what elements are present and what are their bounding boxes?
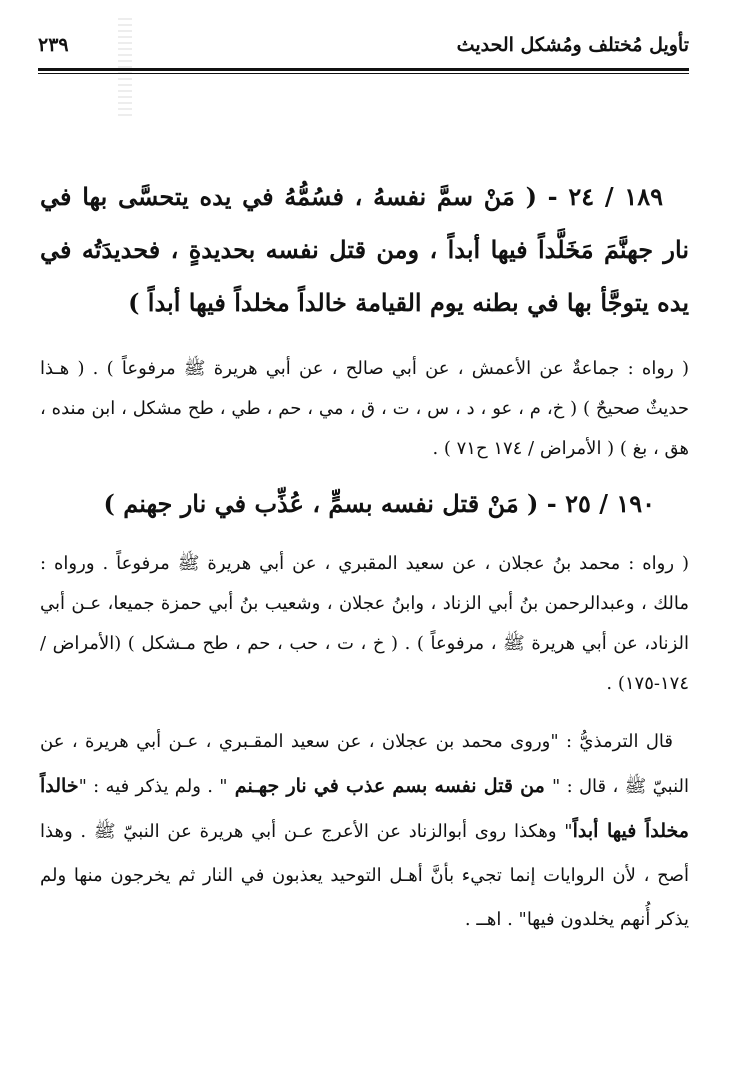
header-title: تأويل مُختلف ومُشكل الحديث xyxy=(456,34,689,56)
note-part-3: " وهكذا روى أبوالزناد عن الأعرج عـن أبي هريرة عن النبيّ ﷺ . وهذا أصح ، لأن الروايات إنما تجيء بأنَّ أهـل التوحيد يعذبون في النار ثم يخرجون منها ولم يذكر أُنهم يخلدون فيها" . اهــ . xyxy=(40,821,689,930)
note-part-1: قال الترمذيُّ : "وروى محمد بن عجلان ، عن سعيد المقـبري ، عـن أبي هريرة ، عن النبيّ ﷺ ، قال : " xyxy=(40,731,689,797)
reference-189: ( رواه : جماعةٌ عن الأعمش ، عن أبي صالح ، عن أبي هريرة ﷺ مرفوعاً ) . ( هـذا حديثٌ صحيحٌ ) ( خ، م ، عو ، د ، س ، ت ، ق ، مي ، حم ، طي ، طح مشكل ، ابن منده ، هق ، بغ ) ( الأمراض / ١٧٤ ح٧١ ) . xyxy=(40,358,689,459)
note-quote-1: من قتل نفسه بسم عذب في نار جهـنم xyxy=(227,775,553,797)
hadith-190: ١٩٠ / ٢٥ - ( مَنْ قتل نفسه بسمٍّ ، عُذِّب في نار جهنم ) xyxy=(103,489,655,518)
note-quote-2: خالداً مخلداً فيها أبداً xyxy=(40,775,689,842)
header-rule-thin xyxy=(38,73,689,74)
page-body xyxy=(40,170,689,942)
note-part-2: " . ولم يذكر فيه : " xyxy=(78,776,228,797)
header-rule xyxy=(38,68,689,71)
page-number: ٢٣٩ xyxy=(38,34,69,56)
reference-190: ( رواه : محمد بنُ عجلان ، عن سعيد المقبري ، عن أبي هريرة ﷺ مرفوعاً . ورواه : مالك ، وعبدالرحمن بنُ أبي الزناد ، وابنُ عجلان ، وشعيب بنُ أبي حمزة جميعا، عـن أبي الزناد، عن أبي هريرة ﷺ ، مرفوعاً ) . ( خ ، ت ، حب ، حم ، طح مـشكل ) (الأمراض / ١٧٤-١٧٥) . xyxy=(40,553,689,694)
tirmidhi-note xyxy=(40,720,689,942)
hadith-189: ١٨٩ / ٢٤ - ( مَنْ سمَّ نفسهُ ، فسُمُّهُ في يده يتحسَّى بها في نار جهنَّمَ مَخَلَّداً فيها أبداً ، ومن قتل نفسه بحديدةٍ ، فحديدَتُه في يده يتوجَّأ بها في بطنه يوم القيامة خالداً مخلداً فيها أبداً ) xyxy=(40,182,689,317)
running-header xyxy=(38,34,689,70)
